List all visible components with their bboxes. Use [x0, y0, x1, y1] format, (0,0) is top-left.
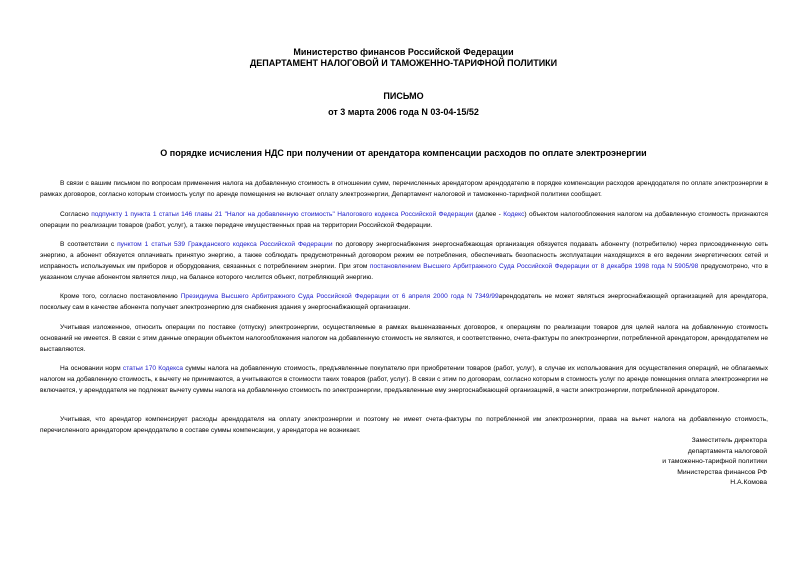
paragraph-5: Учитывая изложенное, относить операции по поставке (отпуску) электроэнергии, осуществляемые в рамках вышеназванных договоров, к операциям по реализации товаров для целей налога на добавленную стоимость оснований не имеется. В связи с этим данные операции объектом налогообложения налогом на добавленную стоимость не являются, и соответственно, счета-фактуры по электроэнергии, потребленной арендатором, арендодателем не выставляются. — [40, 324, 768, 353]
document-title: О порядке исчисления НДС при получении от арендатора компенсации расходов по оплате электроэнергии — [160, 148, 647, 158]
paragraph-2 — [40, 209, 768, 231]
paragraph-2-text-1: Согласно — [60, 211, 92, 218]
paragraph-2-text-2: (далее - — [473, 211, 504, 218]
signature-block — [662, 436, 767, 489]
link-article-146[interactable]: подпункту 1 пункта 1 статьи 146 главы 21 "Налог на добавленную стоимость" Налогового кодекса Российской Федерации — [91, 211, 474, 218]
paragraph-3-text-3: предусмотрено, что в указанном случае абонентом является лицо, на балансе которого числится объект, потребляющий энергию. — [40, 263, 768, 281]
signature-name: Н.А.Комова — [730, 479, 767, 487]
link-resolution-5905[interactable]: постановлением Высшего Арбитражного Суда Российской Федерации от 8 декабря 1998 года N 5905/98 — [369, 263, 699, 270]
signature-ministry: Министерства финансов РФ — [677, 468, 767, 476]
link-resolution-7349[interactable]: Президиума Высшего Арбитражного Суда Российской Федерации от 6 апреля 2000 года N 7349/99 — [180, 293, 499, 300]
document-type: ПИСЬМО — [383, 91, 424, 101]
paragraph-6 — [40, 363, 768, 396]
paragraph-4 — [40, 291, 768, 313]
paragraph-6-text-1: На основании норм — [60, 365, 123, 372]
link-code[interactable]: Кодекс — [503, 211, 525, 218]
document-date: от 3 марта 2006 года N 03-04-15/52 — [328, 107, 479, 117]
paragraph-3-text-2: по договору энергоснабжения энергоснабжающая организация обязуется подавать абоненту (потребителю) через присоединенную сеть энергию, а абонент обязуется оплачивать принятую энергию, а также соблюдать предусмотренный договором режим ее потребления, обеспечивать безопасность эксплуатации находящихся в его ведении энергетических сетей и исправность используемых им приборов и оборудования, связанных с потреблением энергии. При этом — [40, 241, 768, 270]
paragraph-3 — [40, 239, 768, 283]
signature-department: департамента налоговой — [687, 447, 767, 455]
link-article-170[interactable]: статьи 170 Кодекса — [122, 365, 184, 372]
signature-position: Заместитель директора — [691, 437, 767, 444]
paragraph-2-text-3: ) объектом налогообложения налогом на добавленную стоимость признаются операции по реализации товаров (работ, услуг), а также передаче имущественных прав на территории Российской Федерации. — [40, 211, 768, 229]
ministry-name: Министерство финансов Российской Федерации — [293, 47, 514, 57]
paragraph-4-text-2: арендодатель не может являться энергоснабжающей организацией для арендатора, поскольку сам в качестве абонента получает электроэнергию для снабжения здания у энергоснабжающей организации. — [40, 293, 768, 311]
link-article-539[interactable]: пунктом 1 статьи 539 Гражданского кодекса Российской Федерации — [117, 241, 333, 248]
paragraph-4-text-1: Кроме того, согласно постановлению — [60, 293, 181, 300]
department-name: ДЕПАРТАМЕНТ НАЛОГОВОЙ И ТАМОЖЕННО-ТАРИФНОЙ ПОЛИТИКИ — [249, 58, 558, 68]
paragraph-6-text-2: суммы налога на добавленную стоимость, предъявленные покупателю при приобретении товаров (работ, услуг), в случае их использования для осуществления операций, не облагаемых налогом на добавленную стоимость, к вычету не принимаются, а учитываются в стоимости таких товаров (работ, услуг). В связи с этим по договорам, согласно которым в стоимость услуг по аренде помещения оплата электроэнергии не включается, у арендодателя не подлежат вычету суммы налога на добавленную стоимость по электроэнергии, предъявленные ему энергоснабжающей организацией, в части электроэнергии, потребленной арендатором. — [40, 365, 769, 394]
paragraph-3-text-1: В соответствии с — [60, 241, 118, 248]
paragraph-1: В связи с вашим письмом по вопросам применения налога на добавленную стоимость в отношении сумм, перечисленных арендатором арендодателю в порядке компенсации расходов арендодателя по оплате электроэнергии в рамках договоров, согласно которым стоимость услуг по аренде помещения не включает оплату электроэнергии, Департамент налоговой и таможенно-тарифной политики сообщает. — [40, 180, 768, 198]
paragraph-7: Учитывая, что арендатор компенсирует расходы арендодателя на оплату электроэнергии и поэтому не имеет счета-фактуры по потребленной им электроэнергии, права на вычет налога на добавленную стоимость, перечисленного арендатором арендодателю в составе суммы компенсации, у арендатора не возникает. — [40, 416, 768, 434]
signature-department-2: и таможенно-тарифной политики — [662, 458, 767, 466]
